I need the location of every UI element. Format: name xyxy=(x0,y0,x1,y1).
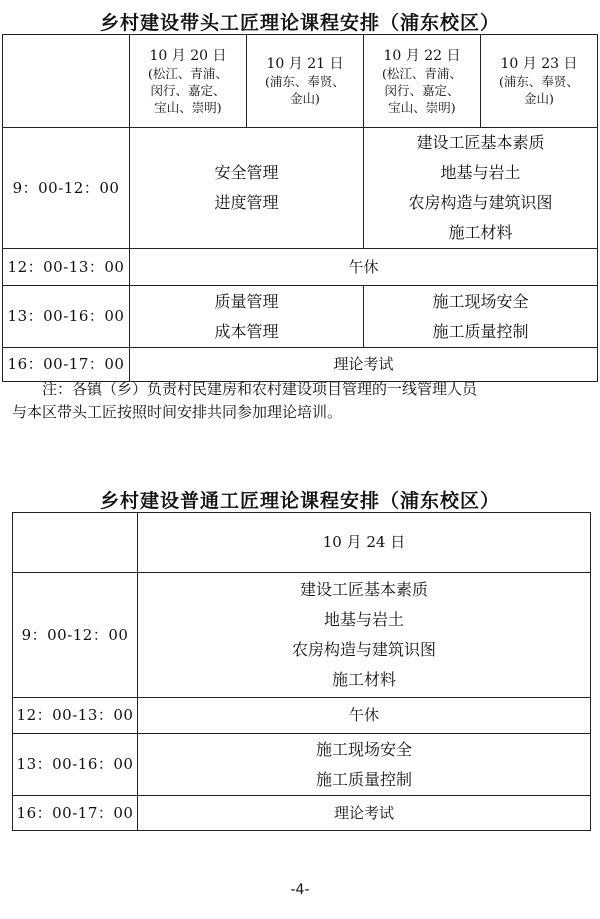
afternoon-right-courses: 施工现场安全 施工质量控制 xyxy=(364,286,598,348)
table1-date-cell: 10 月 22 日 (松江、青浦、 闵行、嘉定、 宝山、崇明) xyxy=(364,35,481,128)
time-cell: 9：00-12：00 xyxy=(3,128,130,249)
morning-right-courses: 建设工匠基本素质 地基与岩土 农房构造与建筑识图 施工材料 xyxy=(364,128,598,249)
page-number: -4- xyxy=(290,882,310,898)
morning-left-courses: 安全管理 进度管理 xyxy=(130,128,364,249)
table2-date-cell: 10 月 24 日 xyxy=(138,513,591,573)
table1-row-morning xyxy=(3,128,598,249)
table2-morning-courses: 建设工匠基本素质 地基与岩土 农房构造与建筑识图 施工材料 xyxy=(138,573,591,698)
table2-afternoon-courses: 施工现场安全 施工质量控制 xyxy=(138,734,591,796)
table1-corner-cell xyxy=(3,35,130,128)
time-cell: 16：00-17：00 xyxy=(3,348,130,382)
leader-schedule-table xyxy=(2,34,598,382)
time-cell: 13：00-16：00 xyxy=(13,734,138,796)
table2-row-afternoon xyxy=(13,734,591,796)
general-schedule-table xyxy=(12,512,591,831)
table1-header-row xyxy=(3,35,598,128)
table2-row-morning xyxy=(13,573,591,698)
table1-date-cell: 10 月 23 日 (浦东、奉贤、 金山) xyxy=(481,35,598,128)
table2-row-lunch xyxy=(13,698,591,734)
table1-date-cell: 10 月 20 日 (松江、青浦、 闵行、嘉定、 宝山、崇明) xyxy=(130,35,247,128)
lunch-break-cell: 午休 xyxy=(130,249,598,286)
afternoon-left-courses: 质量管理 成本管理 xyxy=(130,286,364,348)
table2-row-exam xyxy=(13,796,591,831)
table2-corner-cell xyxy=(13,513,138,573)
table1-row-exam xyxy=(3,348,598,382)
table2-lunch-cell: 午休 xyxy=(138,698,591,734)
table1-row-afternoon xyxy=(3,286,598,348)
time-cell: 12：00-13：00 xyxy=(13,698,138,734)
exam-cell: 理论考试 xyxy=(130,348,598,382)
table2-exam-cell: 理论考试 xyxy=(138,796,591,831)
table2-title: 乡村建设普通工匠理论课程安排（浦东校区） xyxy=(99,490,500,512)
table1-row-lunch xyxy=(3,249,598,286)
time-cell: 16：00-17：00 xyxy=(13,796,138,831)
table1-date-cell: 10 月 21 日 (浦东、奉贤、 金山) xyxy=(247,35,364,128)
time-cell: 9：00-12：00 xyxy=(13,573,138,698)
table1-title: 乡村建设带头工匠理论课程安排（浦东校区） xyxy=(99,12,500,34)
table1-note: 注：各镇（乡）负责村民建房和农村建设项目管理的一线管理人员 与本区带头工匠按照时间安排共同参加理论培训。 xyxy=(12,380,478,421)
table2-header-row xyxy=(13,513,591,573)
time-cell: 13：00-16：00 xyxy=(3,286,130,348)
time-cell: 12：00-13：00 xyxy=(3,249,130,286)
